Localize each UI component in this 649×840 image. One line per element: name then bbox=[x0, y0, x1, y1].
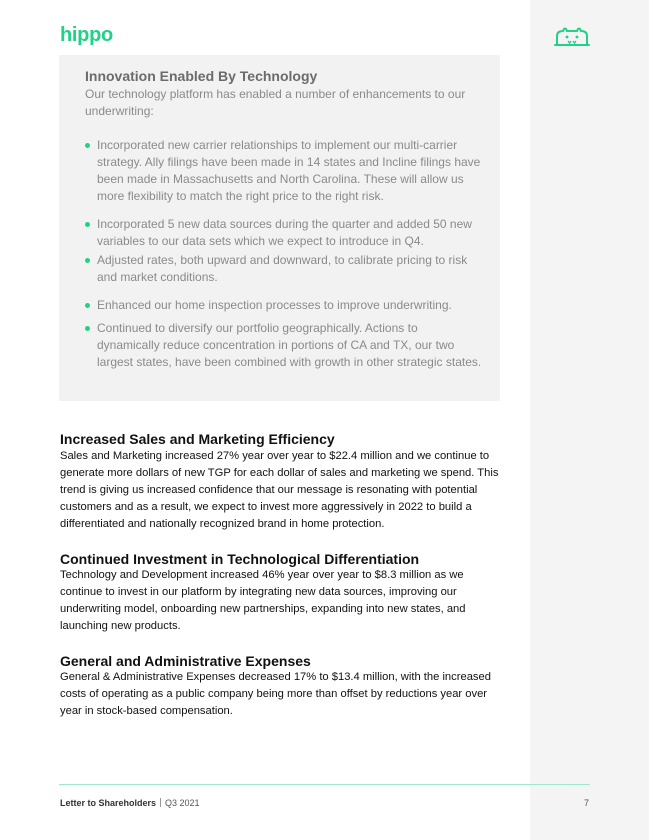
bullet-text: Continued to diversify our portfolio geographically. Actions to dynamically reduce concentration in portions of CA and TX, our two largest states, have been combined with growth in other strategic states. bbox=[97, 321, 482, 369]
list-item bbox=[85, 320, 482, 371]
footer-separator bbox=[160, 798, 161, 807]
bullet-text: Incorporated new carrier relationships to implement our multi-carrier strategy. Ally filings have been made in 14 states and Incline filings have been made in Massachusetts and North Carolina. These will allow us more flexibility to match the right price to the right risk. bbox=[97, 138, 481, 203]
list-item bbox=[85, 297, 482, 314]
hippo-logo: hippo bbox=[60, 24, 113, 46]
list-item bbox=[85, 137, 482, 205]
hippo-face-icon bbox=[554, 27, 590, 47]
bullet-dot-icon bbox=[85, 258, 90, 263]
section-heading-technology: Continued Investment in Technological Differentiation bbox=[60, 551, 420, 567]
section-body-technology: Technology and Development increased 46% year over year to $8.3 million as we continue to invest in our platform by integrating new data sources, improving our underwriting model, onboarding new partnerships, expanding into new states, and launching new products. bbox=[60, 569, 466, 632]
right-sidebar-band bbox=[530, 0, 649, 840]
list-item bbox=[85, 216, 482, 250]
bullet-text: Adjusted rates, both upward and downward, to calibrate pricing to risk and market conditions. bbox=[97, 253, 468, 284]
section-heading-general-admin: General and Administrative Expenses bbox=[60, 653, 311, 669]
callout-title: Innovation Enabled By Technology bbox=[85, 68, 318, 84]
section-body-general-admin: General & Administrative Expenses decreased 17% to $13.4 million, with the increased costs of operating as a public company being more than offset by reductions year over year in stock-based compensation. bbox=[60, 671, 491, 717]
bullet-dot-icon bbox=[85, 222, 90, 227]
bullet-dot-icon bbox=[85, 143, 90, 148]
callout-intro: Our technology platform has enabled a number of enhancements to our underwriting: bbox=[85, 87, 466, 118]
bullet-text: Enhanced our home inspection processes to improve underwriting. bbox=[97, 298, 452, 312]
section-body-sales-marketing: Sales and Marketing increased 27% year over year to $22.4 million and we continue to generate more dollars of new TGP for each dollar of sales and marketing we spend. This trend is giving us increased confidence that our message is resonating with potential customers and as a result, we expect to invest more aggressively in 2022 to build a differentiated and nationally recognized brand in home protection. bbox=[60, 450, 499, 530]
footer-divider bbox=[59, 784, 590, 785]
section-heading-sales-marketing: Increased Sales and Marketing Efficiency bbox=[60, 431, 335, 447]
bullet-text: Incorporated 5 new data sources during the quarter and added 50 new variables to our data sets which we expect to introduce in Q4. bbox=[97, 217, 472, 248]
bullet-dot-icon bbox=[85, 326, 90, 331]
footer-period: Q3 2021 bbox=[165, 798, 200, 808]
list-item bbox=[85, 252, 482, 286]
page-number: 7 bbox=[584, 798, 590, 808]
footer-doc-title: Letter to Shareholders bbox=[60, 798, 157, 808]
bullet-dot-icon bbox=[85, 303, 90, 308]
footer bbox=[60, 798, 200, 808]
